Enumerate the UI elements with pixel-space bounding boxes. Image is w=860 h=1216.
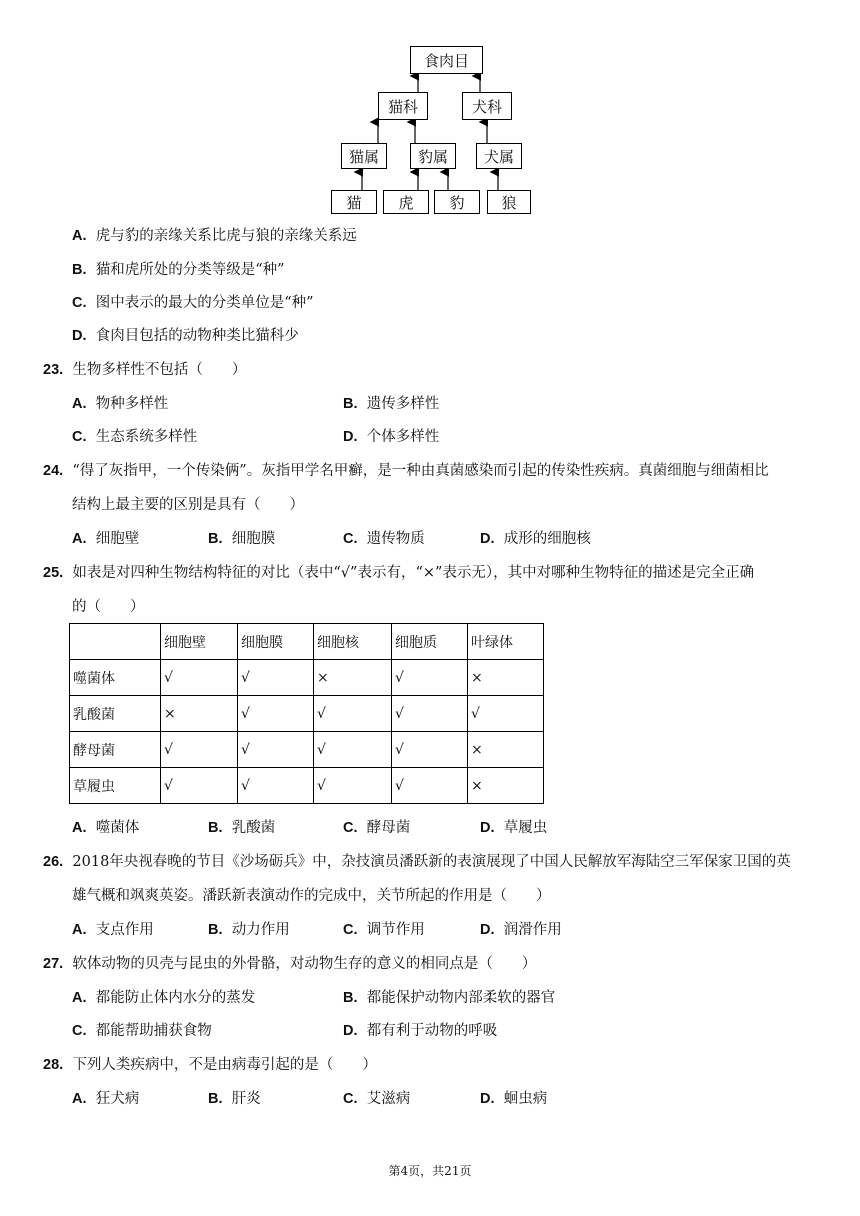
q27-option-a[interactable]: A. 都能防止体内水分的蒸发 [72,990,256,1006]
table-cell: √ [392,660,468,696]
diagram-arrows [0,0,860,220]
table-row [70,696,544,732]
table-row [70,660,544,696]
table-header-cell: 细胞质 [392,624,468,660]
table-cell: √ [314,732,392,768]
q27-option-d[interactable]: D. 都有利于动物的呼吸 [343,1023,498,1039]
table-cell: 草履虫 [70,768,161,804]
q26-option-c[interactable]: C. 调节作用 [343,922,425,938]
q23-stem: 23. 生物多样性不包括（ ） [43,362,247,378]
q25-option-c[interactable]: C. 酵母菌 [343,820,411,836]
q26-stem-line2: 雄气概和飒爽英姿。潘跃新表演动作的完成中，关节所起的作用是（ ） [72,888,551,904]
table-cell: 乳酸菌 [70,696,161,732]
q22-option-a[interactable]: A. 虎与豹的亲缘关系比虎与狼的亲缘关系远 [72,228,357,244]
genus-felis-box: 猫属 [341,143,387,169]
table-cell: × [161,696,238,732]
table-header-cell: 细胞核 [314,624,392,660]
table-cell: × [468,732,544,768]
q26-option-d[interactable]: D. 润滑作用 [480,922,562,938]
q24-option-a[interactable]: A. 细胞壁 [72,531,140,547]
q23-option-c[interactable]: C. 生态系统多样性 [72,429,198,445]
table-header-row [70,624,544,660]
q23-option-d[interactable]: D. 个体多样性 [343,429,440,445]
table-cell: × [468,768,544,804]
q25-option-d[interactable]: D. 草履虫 [480,820,548,836]
family-felidae-box: 猫科 [378,92,428,120]
q28-stem: 28. 下列人类疾病中，不是由病毒引起的是（ ） [43,1057,377,1073]
q23-option-b[interactable]: B. 遗传多样性 [343,396,440,412]
q27-stem: 27. 软体动物的贝壳与昆虫的外骨骼，对动物生存的意义的相同点是（ ） [43,956,537,972]
species-leopard-box: 豹 [434,190,480,214]
table-cell: √ [314,768,392,804]
q27-option-b[interactable]: B. 都能保护动物内部柔软的器官 [343,990,556,1006]
genus-canis-box: 犬属 [476,143,522,169]
q25-stem-line2: 的（ ） [72,599,145,615]
q24-stem-line1: 24. “得了灰指甲，一个传染俩”。灰指甲学名甲癣，是一种由真菌感染而引起的传染性疾病。真菌细胞与细菌相比 [43,463,769,479]
table-cell: √ [314,696,392,732]
q23-option-a[interactable]: A. 物种多样性 [72,396,169,412]
structure-comparison-table [69,623,544,804]
genus-panthera-box: 豹属 [410,143,456,169]
table-header-cell [70,624,161,660]
table-cell: 酵母菌 [70,732,161,768]
q27-option-c[interactable]: C. 都能帮助捕获食物 [72,1023,212,1039]
species-cat-box: 猫 [331,190,377,214]
q24-option-d[interactable]: D. 成形的细胞核 [480,531,591,547]
q28-option-c[interactable]: C. 艾滋病 [343,1091,411,1107]
table-cell: × [468,660,544,696]
table-cell: √ [161,660,238,696]
table-cell: √ [238,696,314,732]
table-cell: 噬菌体 [70,660,161,696]
q22-option-b[interactable]: B. 猫和虎所处的分类等级是“种” [72,262,285,278]
q22-option-c[interactable]: C. 图中表示的最大的分类单位是“种” [72,295,314,311]
q25-stem-line1: 25. 如表是对四种生物结构特征的对比（表中“√”表示有，“×”表示无），其中对哪种生物特征的描述是完全正确 [43,565,755,581]
q24-stem-line2: 结构上最主要的区别是具有（ ） [72,497,304,513]
order-carnivora-box: 食肉目 [410,46,483,74]
q28-option-a[interactable]: A. 狂犬病 [72,1091,140,1107]
table-row [70,732,544,768]
q22-option-d[interactable]: D. 食肉目包括的动物种类比猫科少 [72,328,299,344]
family-canidae-box: 犬科 [462,92,512,120]
species-tiger-box: 虎 [383,190,429,214]
table-header-cell: 叶绿体 [468,624,544,660]
q26-option-b[interactable]: B. 动力作用 [208,922,290,938]
table-cell: √ [161,768,238,804]
table-cell: √ [468,696,544,732]
table-cell: √ [161,732,238,768]
q24-option-c[interactable]: C. 遗传物质 [343,531,425,547]
table-header-cell: 细胞膜 [238,624,314,660]
table-header-cell: 细胞壁 [161,624,238,660]
q26-stem-line1: 26. 2018年央视春晚的节目《沙场砺兵》中，杂技演员潘跃新的表演展现了中国人民解放军海陆空三军保家卫国的英 [43,854,791,870]
q26-option-a[interactable]: A. 支点作用 [72,922,154,938]
q25-option-b[interactable]: B. 乳酸菌 [208,820,276,836]
q24-option-b[interactable]: B. 细胞膜 [208,531,276,547]
table-cell: √ [392,732,468,768]
table-cell: × [314,660,392,696]
q25-option-a[interactable]: A. 噬菌体 [72,820,140,836]
table-row [70,768,544,804]
q28-option-d[interactable]: D. 蛔虫病 [480,1091,548,1107]
table-cell: √ [392,696,468,732]
q28-option-b[interactable]: B. 肝炎 [208,1091,261,1107]
table-cell: √ [392,768,468,804]
table-cell: √ [238,768,314,804]
table-cell: √ [238,732,314,768]
table-cell: √ [238,660,314,696]
page-footer: 第4页，共21页 [388,1164,472,1178]
species-wolf-box: 狼 [487,190,531,214]
